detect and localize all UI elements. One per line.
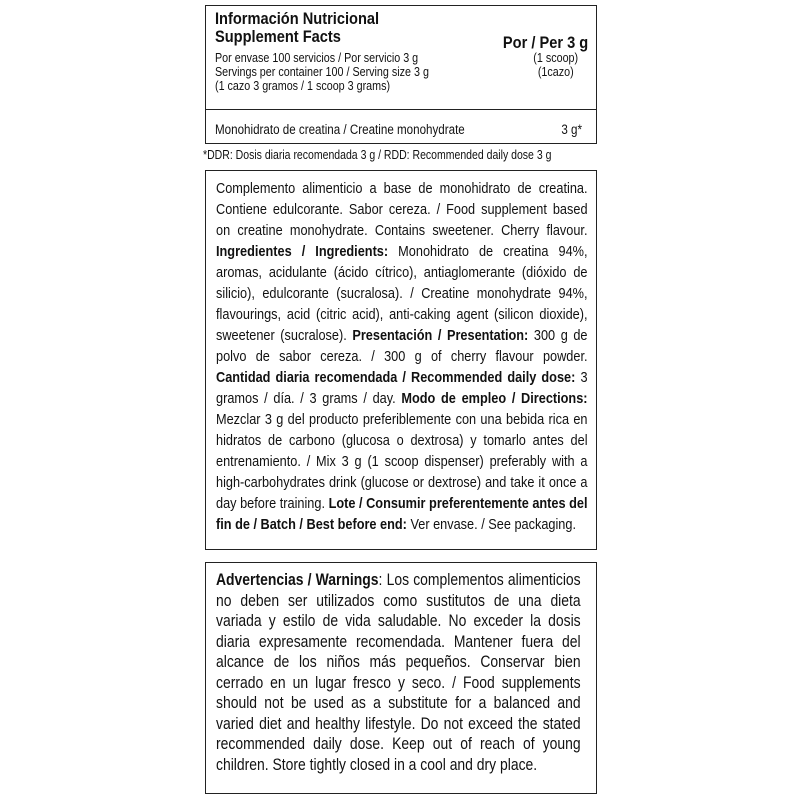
facts-scoop-note: (1 cazo 3 gramos / 1 scoop 3 grams) <box>215 79 391 93</box>
facts-cazo-label: (1cazo) <box>538 65 574 79</box>
dose-text: 3 gramos / día. / 3 grams / day. <box>216 370 588 407</box>
warnings-body <box>216 570 581 775</box>
supplement-facts-panel <box>205 5 597 144</box>
product-info-text <box>216 179 588 536</box>
batch-label: Lote / Consumir preferentemente antes del fin de / Batch / Best before end: <box>216 496 588 533</box>
facts-scoop-label: (1 scoop) <box>533 51 578 65</box>
directions-label: Modo de empleo / Directions: <box>401 391 588 407</box>
warnings-text: : Los complementos alimenticios no deben ser utilizados como sustitutos de una dieta variada y estilo de vida saludable. No exceder la dosis diaria expresamente recomendada. Mantener fuera del alcance de los niños más pequeños. Conservar bien cerrado en un lugar fresco y seco. / Food supplements should not be used as a substitute for a balanced and varied diet and healthy lifestyle. Do not exceed the stated recommended daily dose. Keep out of reach of young children. Store tightly closed in a cool and dry place. <box>216 571 581 774</box>
ingredients-text: Monohidrato de creatina 94%, aromas, acidulante (ácido cítrico), antiaglomerante (dióxido de silicio), edulcorante (sucralosa). / Creatine monohydrate 94%, flavourings, acid (citric acid), anti-caking agent (silicon dioxide), sweetener (sucralose). <box>216 244 588 344</box>
facts-servings-en: Servings per container 100 / Serving size 3 g <box>215 65 429 79</box>
product-info-panel <box>205 170 597 550</box>
warnings-panel <box>205 562 597 794</box>
warnings-label: Advertencias / Warnings <box>216 571 379 589</box>
info-intro: Complemento alimenticio a base de monohidrato de creatina. Contiene edulcorante. Sabor cereza. / Food supplement based on creatine monohydrate. Contains sweetener. Cherry flavour. <box>216 181 588 239</box>
directions-text: Mezclar 3 g del producto preferiblemente con una bebida rica en hidratos de carbono (glucosa o dextrosa) y tomarlo antes del entrenamiento. / Mix 3 g (1 scoop dispenser) preferably with a high-carbohydrates drink (glucose or dextrose) and take it once a day before training. <box>216 412 588 512</box>
ingredients-label: Ingredientes / Ingredients: <box>216 244 389 260</box>
presentation-label: Presentación / Presentation: <box>352 328 529 344</box>
ingredient-name: Monohidrato de creatina / Creatine monohydrate <box>215 122 465 137</box>
dose-label: Cantidad diaria recomendada / Recommended daily dose: <box>216 370 576 386</box>
facts-divider <box>206 109 596 110</box>
batch-text: Ver envase. / See packaging. <box>410 517 577 533</box>
facts-per-serving: Por / Per 3 g <box>502 33 588 52</box>
rdd-footnote: *DDR: Dosis diaria recomendada 3 g / RDD: Recommended daily dose 3 g <box>203 148 552 162</box>
facts-title-en: Supplement Facts <box>215 27 341 46</box>
ingredient-amount: 3 g* <box>561 122 582 137</box>
facts-title-es: Información Nutricional <box>215 9 380 28</box>
facts-servings-es: Por envase 100 servicios / Por servicio 3 g <box>215 51 419 65</box>
presentation-text: 300 g de polvo de sabor cereza. / 300 g of cherry flavour powder. <box>216 328 588 365</box>
